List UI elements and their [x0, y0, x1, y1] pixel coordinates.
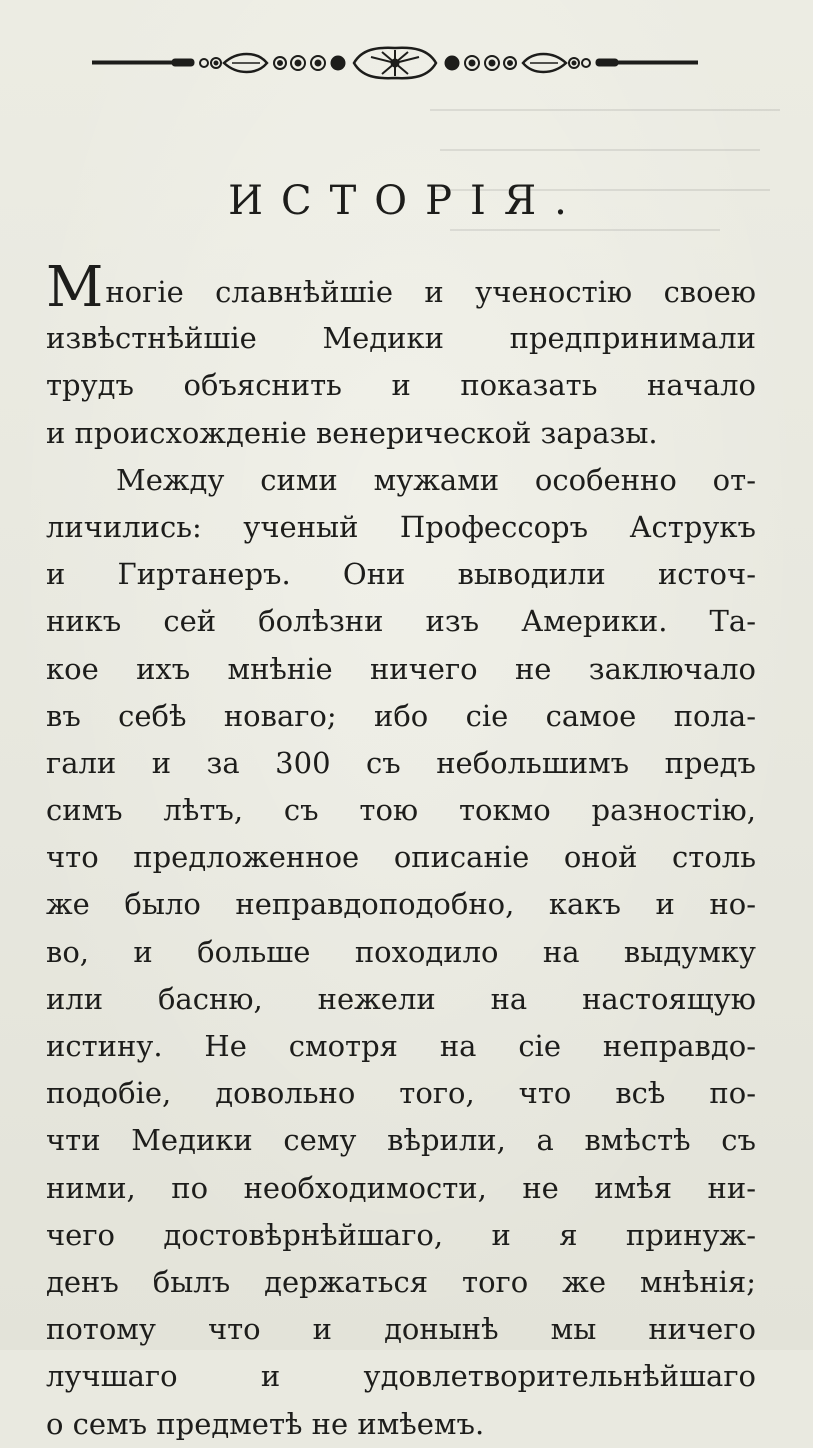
text-line: и происхожденіе венерической заразы.	[46, 415, 658, 450]
text-line: потому что и донынѣ мы ничего	[46, 1312, 756, 1347]
text-line: чего достовѣрнѣйшаго, и я принуж-	[46, 1217, 756, 1252]
text-line: извѣстнѣйшіе Медики предпринимали	[46, 321, 756, 356]
text-line: никъ сей болѣзни изъ Америки. Та-	[46, 604, 756, 639]
chapter-heading: ИСТОРІЯ.	[228, 178, 585, 224]
text-line: гали и за 300 съ небольшимъ предъ	[46, 745, 756, 780]
first-line-text: ногіе славнѣйшіе и ученостію своею	[105, 275, 756, 309]
decorative-ornament-rule	[92, 45, 698, 81]
drop-cap: М	[46, 255, 104, 320]
text-line: или басню, нежели на настоящую	[46, 981, 756, 1016]
text-line: кое ихъ мнѣніе ничего не заключало	[46, 651, 756, 686]
text-line: симъ лѣтъ, съ тою токмо разностію,	[46, 793, 756, 828]
text-line: лучшаго и удовлетворительнѣйшаго	[46, 1359, 756, 1394]
text-line: Между сими мужами особенно от-	[116, 462, 756, 497]
text-line: подобіе, довольно того, что всѣ по-	[46, 1076, 756, 1111]
text-line: чти Медики сему вѣрили, а вмѣстѣ съ	[46, 1123, 756, 1158]
text-line: и Гиртанеръ. Они выводили источ-	[46, 557, 756, 592]
text-line: о семъ предметѣ не имѣемъ.	[46, 1406, 485, 1441]
text-line: денъ былъ держаться того же мнѣнія;	[46, 1264, 756, 1299]
text-line	[46, 255, 756, 320]
text-line: ними, по необходимости, не имѣя ни-	[46, 1170, 756, 1205]
text-line: истину. Не смотря на сіе неправдо-	[46, 1029, 756, 1063]
text-line: же было неправдоподобно, какъ и но-	[46, 887, 756, 922]
text-line: что предложенное описаніе оной столь	[46, 840, 756, 875]
body-paragraph	[46, 255, 756, 1448]
text-line: въ себѣ новаго; ибо сіе самое пола-	[46, 698, 756, 733]
text-line: трудъ объяснить и показать начало	[46, 368, 756, 403]
text-line: во, и больше походило на выдумку	[46, 934, 756, 969]
text-line: личились: ученый Профессоръ Аструкъ	[46, 509, 756, 544]
